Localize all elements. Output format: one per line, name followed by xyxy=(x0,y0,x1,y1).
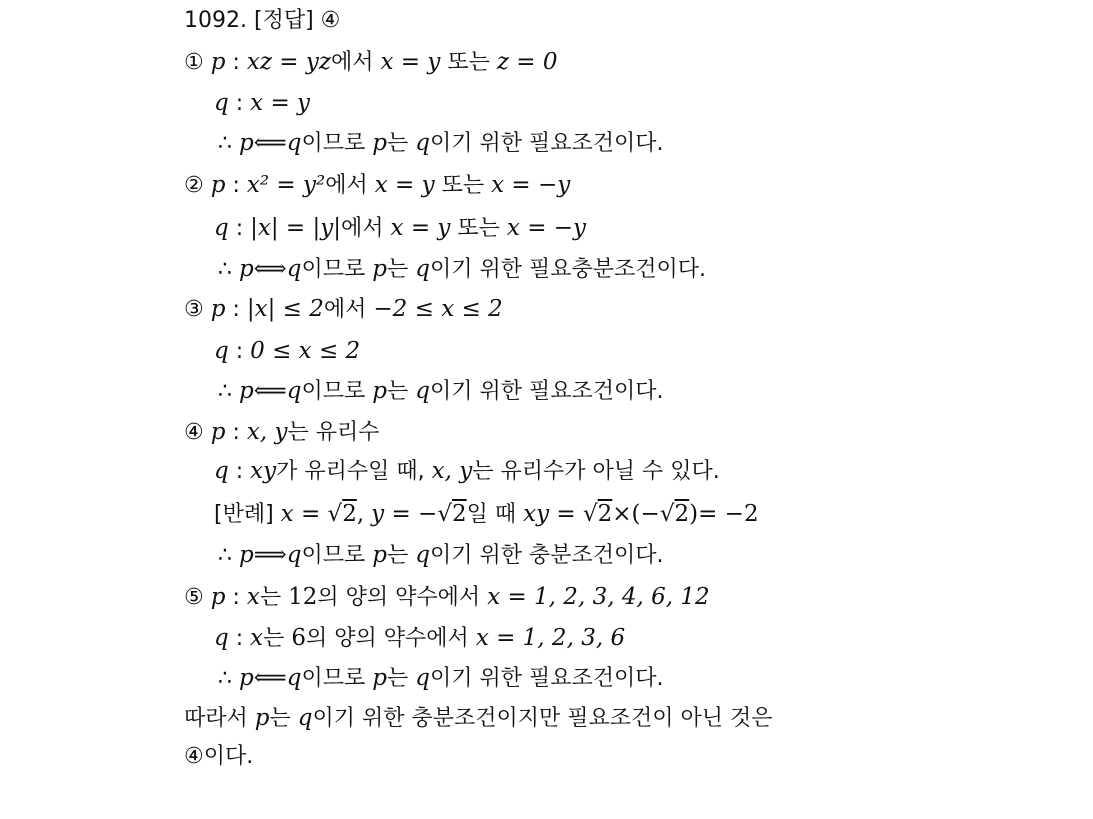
math-var: p xyxy=(254,705,270,731)
text: 에서 xyxy=(323,297,367,322)
text: 는 xyxy=(259,585,282,610)
number: 12 xyxy=(288,584,318,610)
counterexample-label: [반례] xyxy=(214,502,274,527)
arrow-symbol: ⟸ xyxy=(253,665,287,691)
paren: ) xyxy=(689,501,699,527)
math-var: p xyxy=(372,256,387,282)
item-marker: ② xyxy=(184,173,204,198)
math-expr: x = y xyxy=(380,49,441,75)
math-expr: x = y xyxy=(250,90,311,116)
sqrt-2: √2 xyxy=(437,501,467,527)
math-var: x xyxy=(246,584,260,610)
math-expr: |x| ≤ 2 xyxy=(246,296,324,322)
item-marker: ④ xyxy=(184,420,204,445)
math-expr: z = 0 xyxy=(496,49,558,75)
math-var: p xyxy=(372,542,387,568)
text: 는 xyxy=(386,666,409,691)
colon: : xyxy=(235,91,244,116)
math-expr: x² = y² xyxy=(246,172,326,198)
math-expr: |x| = |y| xyxy=(250,215,342,241)
math-var: p xyxy=(239,130,254,156)
therefore-symbol: ∴ xyxy=(218,131,232,156)
final-answer-line xyxy=(184,743,253,771)
math-expr: −2 ≤ x ≤ 2 xyxy=(373,296,503,322)
colon: : xyxy=(235,626,244,651)
item-1-p xyxy=(184,48,558,77)
arrow-symbol: ⟺ xyxy=(253,256,287,282)
final-statement xyxy=(184,704,773,733)
colon: : xyxy=(235,216,244,241)
text: 에서 xyxy=(341,216,384,241)
colon: : xyxy=(232,173,240,198)
math-var: p xyxy=(372,378,387,404)
math-var: q xyxy=(214,90,229,116)
math-expr: x = −y xyxy=(491,172,571,198)
text: 이기 위한 필요조건이다. xyxy=(429,666,664,691)
item-3-conclusion xyxy=(218,377,663,406)
radicand: 2 xyxy=(674,501,690,527)
math-expr: x, y xyxy=(431,458,473,484)
math-var: q xyxy=(214,625,229,651)
math-expr: x = 1, 2, 3, 6 xyxy=(475,625,626,651)
therefore-symbol: ∴ xyxy=(218,257,232,282)
math-var: p xyxy=(210,172,226,198)
math-expr: x = y xyxy=(390,215,451,241)
text: 에서 xyxy=(330,50,374,75)
text: 는 xyxy=(269,706,291,731)
math-var: q xyxy=(214,338,229,364)
item-marker: ⑤ xyxy=(184,585,204,610)
text: 이므로 xyxy=(301,131,366,156)
math-var: q xyxy=(415,542,430,568)
text: 이므로 xyxy=(301,543,366,568)
text: 이기 위한 충분조건이다. xyxy=(429,543,664,568)
text: 에서 xyxy=(325,173,368,198)
problem-number: 1092. xyxy=(184,8,247,33)
radicand: 2 xyxy=(597,501,613,527)
math-expr: xy = xyxy=(523,501,583,527)
answer-value: ④ xyxy=(320,8,341,33)
sqrt-2: √2 xyxy=(327,501,357,527)
item-4-q xyxy=(214,457,720,486)
item-2-conclusion xyxy=(218,255,706,284)
arrow-symbol: ⟸ xyxy=(253,378,287,404)
colon: : xyxy=(232,585,240,610)
math-var: p xyxy=(372,665,387,691)
text: 또는 xyxy=(441,173,485,198)
colon: : xyxy=(235,339,244,364)
text: 이기 위한 필요조건이다. xyxy=(429,131,664,156)
item-4-p xyxy=(184,418,380,447)
comma: , xyxy=(356,501,365,527)
text: 또는 xyxy=(457,216,500,241)
item-3-p xyxy=(184,295,503,324)
item-3-q xyxy=(214,337,360,366)
text: 이므로 xyxy=(301,666,366,691)
math-expr: xy xyxy=(250,458,277,484)
math-var: q xyxy=(286,542,302,568)
math-var: q xyxy=(214,215,229,241)
radicand: 2 xyxy=(451,501,467,527)
math-var: q xyxy=(286,130,302,156)
math-expr: x = 1, 2, 3, 4, 6, 12 xyxy=(487,584,710,610)
math-var: q xyxy=(415,130,430,156)
text: 가 유리수일 때, xyxy=(276,459,425,484)
number: 6 xyxy=(291,625,307,651)
math-var: p xyxy=(239,378,254,404)
sqrt-2: √2 xyxy=(582,501,613,527)
math-expr: = −2 xyxy=(698,501,759,527)
math-expr: x = y xyxy=(374,172,435,198)
math-expr: x = −y xyxy=(506,215,587,241)
item-4-counterexample xyxy=(214,500,759,529)
math-var: q xyxy=(286,665,302,691)
math-var: q xyxy=(415,256,430,282)
text: 는 xyxy=(386,543,409,568)
arrow-symbol: ⟸ xyxy=(253,130,287,156)
colon: : xyxy=(232,420,240,445)
math-expr: x = xyxy=(280,501,328,527)
text: 이기 위한 필요조건이다. xyxy=(429,379,664,404)
item-2-q xyxy=(214,214,586,243)
text: 는 xyxy=(386,379,409,404)
math-var: x xyxy=(250,625,264,651)
math-var: p xyxy=(239,256,254,282)
text: 는 xyxy=(386,257,409,282)
item-2-p xyxy=(184,171,570,200)
item-5-q xyxy=(214,624,625,653)
text: 또는 xyxy=(447,50,490,75)
math-var: p xyxy=(210,49,226,75)
sqrt-2: √2 xyxy=(659,501,690,527)
math-expr: ×(− xyxy=(612,501,660,527)
text: 는 유리수가 아닐 수 있다. xyxy=(472,459,720,484)
math-var: p xyxy=(372,130,387,156)
text: 이기 위한 충분조건이지만 필요조건이 아닌 것은 xyxy=(312,706,773,731)
text: 일 때 xyxy=(466,502,517,527)
math-var: p xyxy=(210,584,226,610)
item-4-conclusion xyxy=(218,541,663,570)
math-var: q xyxy=(415,665,430,691)
math-expr: 0 ≤ x ≤ 2 xyxy=(250,338,361,364)
math-var: q xyxy=(415,378,430,404)
math-var: q xyxy=(214,458,229,484)
text: 는 xyxy=(386,131,409,156)
item-5-p xyxy=(184,583,710,612)
problem-header xyxy=(184,7,340,35)
item-1-q xyxy=(214,89,310,118)
math-var: q xyxy=(286,256,302,282)
colon: : xyxy=(232,50,240,75)
text: 의 양의 약수에서 xyxy=(306,626,469,651)
math-var: q xyxy=(286,378,302,404)
text: 의 양의 약수에서 xyxy=(317,585,481,610)
item-1-conclusion xyxy=(218,129,663,158)
therefore-symbol: ∴ xyxy=(218,379,232,404)
math-var: p xyxy=(239,542,254,568)
text: 이므로 xyxy=(301,379,366,404)
text: 따라서 xyxy=(184,706,248,731)
item-marker: ③ xyxy=(184,297,204,322)
arrow-symbol: ⟹ xyxy=(253,542,287,568)
answer-label: [정답] xyxy=(253,8,314,33)
text: 이다. xyxy=(203,744,254,769)
text: 는 xyxy=(263,626,285,651)
therefore-symbol: ∴ xyxy=(218,666,232,691)
radicand: 2 xyxy=(342,501,357,527)
math-expr: y = − xyxy=(371,501,438,527)
final-answer: ④ xyxy=(184,744,204,769)
text: 이기 위한 필요충분조건이다. xyxy=(429,257,706,282)
colon: : xyxy=(235,459,244,484)
math-var: p xyxy=(239,665,254,691)
colon: : xyxy=(232,297,240,322)
math-var: q xyxy=(297,705,313,731)
text: 이므로 xyxy=(301,257,366,282)
item-marker: ① xyxy=(184,50,204,75)
math-expr: x, y xyxy=(246,419,288,445)
item-5-conclusion xyxy=(218,664,663,693)
math-var: p xyxy=(210,296,226,322)
therefore-symbol: ∴ xyxy=(218,543,232,568)
text: 는 유리수 xyxy=(287,420,380,445)
math-var: p xyxy=(210,419,226,445)
math-expr: xz = yz xyxy=(246,49,331,75)
